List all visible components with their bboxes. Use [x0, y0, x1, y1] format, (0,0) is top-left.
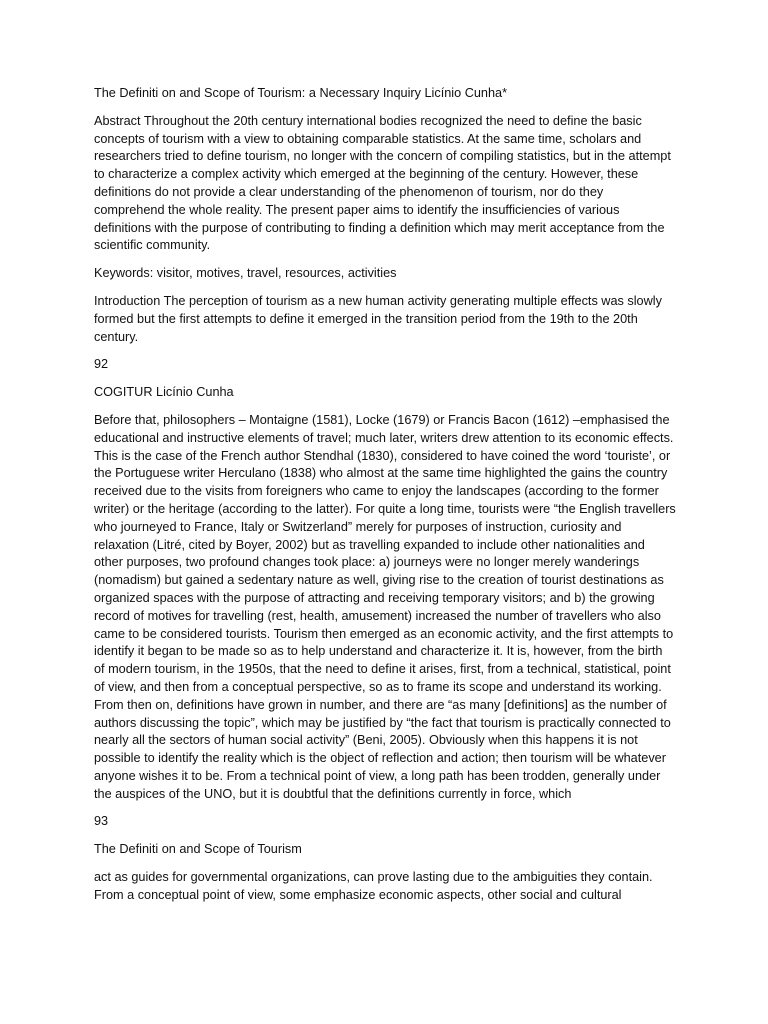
running-header-definition: The Definiti on and Scope of Tourism	[94, 842, 302, 857]
running-header-cogitur: COGITUR Licínio Cunha	[94, 385, 234, 400]
document-page	[94, 85, 676, 905]
introduction-paragraph: Introduction The perception of tourism as a new human activity generating multiple effects was slowly formed but the first attempts to define it emerged in the transition period from the 19th to the 20th century.	[94, 293, 662, 344]
page-number-92: 92	[94, 357, 109, 372]
body-paragraph: Before that, philosophers – Montaigne (1581), Locke (1679) or Francis Bacon (1612) –emphasised the educational and instructive elements of travel; much later, writers drew attention to its economic effects. This is the case of the French author Stendhal (1830), considered to have coined the word ‘touriste’, or the Portuguese writer Herculano (1838) who almost at the same time highlighted the gains the country received due to the visits from foreigners who came to enjoy the landscapes (according to the former writer) or the heritage (according to the latter). For quite a long time, tourists were “the English travellers who journeyed to France, Italy or Switzerland” merely for purposes of instruction, curiosity and relaxation (Litré, cited by Boyer, 2002) but as travelling expanded to include other nationalities and other purposes, two profound changes took place: a) journeys were no longer merely wanderings (nomadism) but gained a sedentary nature as well, giving rise to the creation of tourist destinations as organized spaces with the purpose of attracting and receiving temporary visitors; and b) the growing record of motives for travelling (rest, health, amusement) increased the number of travellers who also came to be considered tourists. Tourism then emerged as an economic activity, and the first attempts to identify it began to be made so as to help understand and characterize it. It is, however, from the birth of modern tourism, in the 1950s, that the need to define it arises, first, from a technical, statistical, point of view, and then from a conceptual perspective, so as to frame its scope and understand its working. From then on, definitions have grown in number, and there are “as many [definitions] as the number of authors discussing the topic”, which may be justified by “the fact that tourism is practically connected to nearly all the sectors of human social activity” (Beni, 2005). Obviously when this happens it is not possible to identify the reality which is the object of reflection and action; then tourism will be whatever anyone wishes it to be. From a technical point of view, a long path has been trodden, generally under the auspices of the UNO, but it is doubtful that the definitions currently in force, which	[94, 412, 676, 801]
page-number-93: 93	[94, 814, 109, 829]
keywords-line: Keywords: visitor, motives, travel, resources, activities	[94, 266, 397, 281]
abstract-paragraph: Abstract Throughout the 20th century international bodies recognized the need to define the basic concepts of tourism with a view to obtaining comparable statistics. At the same time, scholars and researchers tried to define tourism, no longer with the concern of compiling statistics, but in the attempt to characterize a complex activity which emerged at the beginning of the century. However, these definitions do not provide a clear understanding of the phenomenon of tourism, nor do they comprehend the whole reality. The present paper aims to identify the insufficiencies of various definitions with the purpose of contributing to finding a definition which may merit acceptance from the scientific community.	[94, 113, 671, 253]
document-title: The Definiti on and Scope of Tourism: a Necessary Inquiry Licínio Cunha*	[94, 86, 508, 100]
continuation-paragraph: act as guides for governmental organizations, can prove lasting due to the ambiguities they contain. From a conceptual point of view, some emphasize economic aspects, other social and cultural	[94, 870, 653, 902]
